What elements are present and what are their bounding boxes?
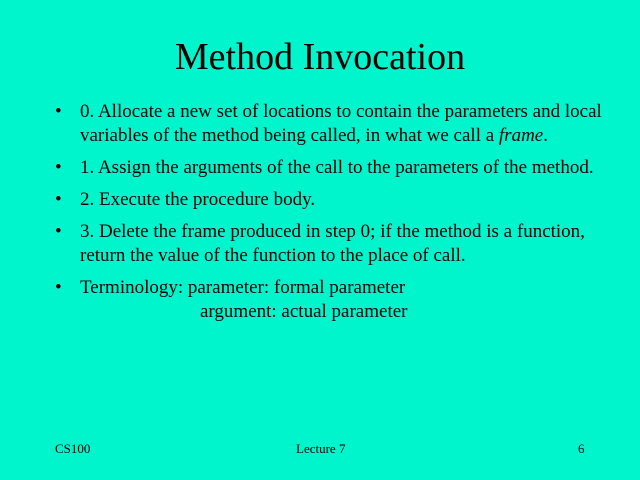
- terminology-text: [80, 277, 615, 324]
- bullet-icon: •: [55, 189, 62, 210]
- bullet-text: 1. Assign the arguments of the call to the parameters of the method.: [80, 157, 594, 178]
- footer-lecture: Lecture 7: [296, 441, 346, 456]
- bullet-text-part: 0. Allocate a new set of locations to contain the parameters and local variables of the method being called, in what we call a: [80, 101, 602, 146]
- bullet-item: [55, 100, 615, 148]
- bullet-text-part: .: [543, 125, 548, 146]
- footer-course: CS100: [55, 441, 91, 456]
- bullet-text: 2. Execute the procedure body.: [80, 189, 316, 210]
- bullet-item: [55, 156, 615, 180]
- bullet-icon: •: [55, 157, 62, 178]
- bullet-text: 3. Delete the frame produced in step 0; if the method is a function, return the value of the function to the place of call.: [80, 221, 585, 266]
- bullet-text: [80, 101, 602, 146]
- bullet-icon: •: [55, 101, 62, 122]
- emphasized-term: frame: [498, 125, 544, 146]
- bullet-item: [55, 188, 615, 212]
- terminology-line-1: Terminology: parameter: formal parameter: [80, 277, 406, 298]
- bullet-list: [55, 100, 615, 332]
- bullet-item: [55, 276, 615, 324]
- bullet-icon: •: [55, 277, 62, 298]
- bullet-item: [55, 220, 615, 268]
- footer-page-number: 6: [578, 441, 585, 456]
- bullet-icon: •: [55, 221, 62, 242]
- slide-title: Method Invocation: [174, 36, 466, 78]
- terminology-line-2: argument: actual parameter: [200, 301, 408, 322]
